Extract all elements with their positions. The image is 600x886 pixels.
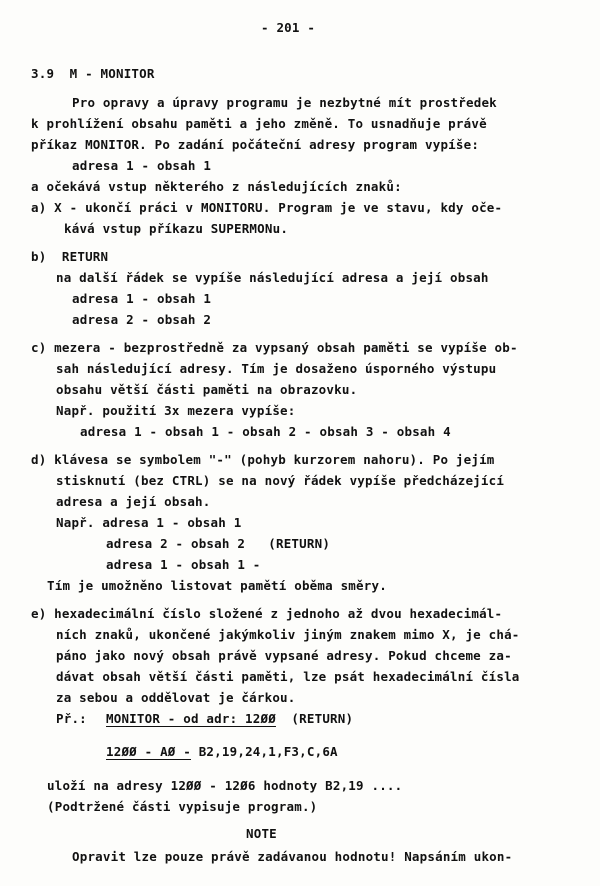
note-text: Opravit lze pouze právě zadávanou hodnotu! Napsáním ukon- <box>72 849 513 864</box>
item-c-example: adresa 1 - obsah 1 - obsah 2 - obsah 3 - obsah 4 <box>80 424 451 439</box>
item-d-line: Tím je umožněno listovat pamětí oběma směry. <box>47 578 387 593</box>
item-d-line: adresa a její obsah. <box>56 494 211 509</box>
after-example-line: uloží na adresy 12ØØ - 12Ø6 hodnoty B2,19 .... <box>47 778 403 793</box>
intro-example: adresa 1 - obsah 1 <box>72 158 212 173</box>
example-label: Př.: <box>56 711 87 726</box>
item-b-line: b) RETURN <box>31 249 109 264</box>
after-example-line: (Podtržené části vypisuje program.) <box>47 799 318 814</box>
item-d-line: d) klávesa se symbolem "-" (pohyb kurzorem nahoru). Po jejím <box>31 452 495 467</box>
section-heading: 3.9 M - MONITOR <box>31 66 155 81</box>
note-heading: NOTE <box>246 826 277 841</box>
item-c-line: c) mezera - bezprostředně za vypsaný obsah paměti se vypíše ob- <box>31 340 518 355</box>
item-d-example: adresa 2 - obsah 2 (RETURN) <box>106 536 331 551</box>
item-d-example: Např. adresa 1 - obsah 1 <box>56 515 242 530</box>
intro-line: a očekává vstup některého z následujících znaků: <box>31 179 402 194</box>
item-e-line: dávat obsah větší části paměti, lze psát hexadecimální čísla <box>56 669 520 684</box>
item-b-line: na další řádek se vypíše následující adresa a její obsah <box>56 270 489 285</box>
item-e-line: e) hexadecimální číslo složené z jednoho až dvou hexadecimál- <box>31 606 503 621</box>
item-c-line: sah následující adresy. Tím je dosaženo úsporného výstupu <box>56 361 497 376</box>
example-line-2 <box>106 744 338 760</box>
user-input: B2,19,24,1,F3,C,6A <box>190 744 338 759</box>
program-output: MONITOR - od adr: 12ØØ <box>106 711 276 726</box>
program-output: 12ØØ - AØ - <box>106 744 191 759</box>
item-e-line: páno jako nový obsah právě vypsané adresy. Pokud chceme za- <box>56 648 512 663</box>
user-input: (RETURN) <box>275 711 354 726</box>
item-a-line: kává vstup příkazu SUPERMONu. <box>64 221 289 236</box>
item-b-example: adresa 1 - obsah 1 <box>72 291 212 306</box>
intro-line: Pro opravy a úpravy programu je nezbytné mít prostředek <box>72 95 497 110</box>
item-a-line: a) X - ukončí práci v MONITORU. Program je ve stavu, kdy oče- <box>31 200 503 215</box>
item-e-line: ních znaků, ukončené jakýmkoliv jiným znakem mimo X, je chá- <box>56 627 520 642</box>
item-d-line: stisknutí (bez CTRL) se na nový řádek vypíše předcházející <box>56 473 505 488</box>
intro-line: příkaz MONITOR. Po zadání počáteční adresy program vypíše: <box>31 137 480 152</box>
item-c-line: Např. použití 3x mezera vypíše: <box>56 403 296 418</box>
item-b-example: adresa 2 - obsah 2 <box>72 312 212 327</box>
example-line-1 <box>106 711 353 727</box>
item-c-line: obsahu větší části paměti na obrazovku. <box>56 382 358 397</box>
page-number: - 201 - <box>261 20 316 35</box>
item-e-line: za sebou a oddělovat je čárkou. <box>56 690 296 705</box>
intro-line: k prohlížení obsahu paměti a jeho změně. To usnadňuje právě <box>31 116 487 131</box>
item-d-example: adresa 1 - obsah 1 - <box>106 557 261 572</box>
